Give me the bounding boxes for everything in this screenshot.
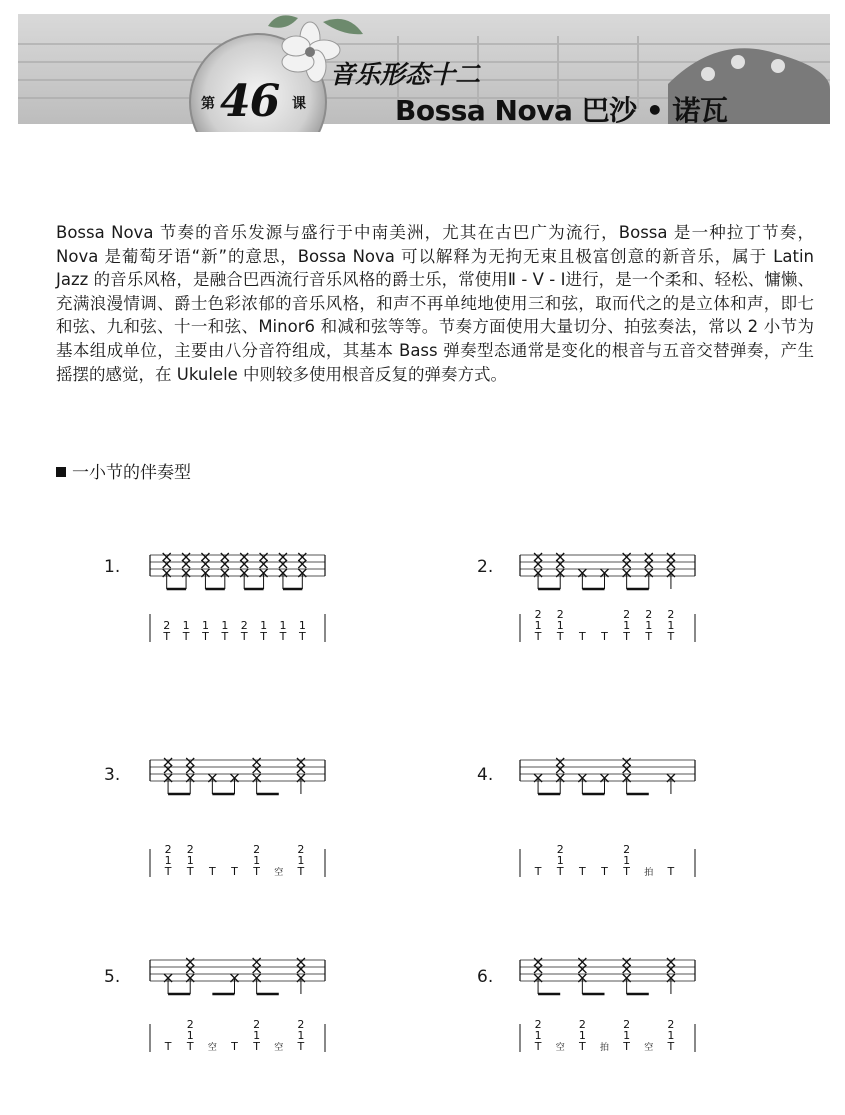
tab-symbol: 空	[274, 1043, 284, 1053]
tab-symbol: T	[253, 865, 261, 878]
tab-symbol: 2	[556, 843, 564, 856]
pattern-number: 3.	[104, 765, 121, 785]
x-notehead	[645, 553, 653, 561]
tab-symbol: T	[623, 865, 631, 878]
pattern-5	[145, 950, 335, 1070]
lesson-prefix: 第	[201, 96, 215, 112]
tab-symbol: 空	[207, 1043, 217, 1053]
x-notehead	[556, 758, 564, 766]
tab-symbol: T	[164, 865, 172, 878]
x-notehead	[556, 553, 564, 561]
x-notehead	[623, 553, 631, 561]
tab-symbol: 1	[182, 619, 190, 632]
tab-symbol: 1	[667, 1029, 675, 1042]
x-notehead	[182, 553, 190, 561]
x-notehead	[201, 553, 209, 561]
x-notehead	[297, 965, 305, 973]
x-notehead	[260, 553, 268, 561]
x-notehead	[164, 765, 172, 773]
tab-symbol: 1	[667, 619, 675, 632]
tab-symbol: T	[645, 630, 653, 643]
x-notehead	[623, 758, 631, 766]
tab-symbol: T	[253, 1040, 261, 1053]
tab-symbol: 1	[556, 854, 564, 867]
tab-symbol: T	[186, 865, 194, 878]
x-notehead	[164, 758, 172, 766]
x-notehead	[221, 553, 229, 561]
tab-symbol: 2	[534, 1018, 542, 1031]
tab-symbol: T	[221, 630, 229, 643]
tab-symbol: 2	[253, 1018, 261, 1031]
tab-symbol: T	[534, 630, 542, 643]
tab-symbol: T	[163, 630, 171, 643]
tab-symbol: 拍	[644, 868, 654, 878]
tab-symbol: T	[534, 1040, 542, 1053]
tab-symbol: 1	[578, 1029, 586, 1042]
pattern-number: 4.	[477, 765, 494, 785]
x-notehead	[578, 965, 586, 973]
x-notehead	[534, 958, 542, 966]
tab-symbol: 2	[186, 1018, 194, 1031]
tab-symbol: 2	[667, 1018, 675, 1031]
tab-symbol: T	[578, 1040, 586, 1053]
tab-symbol: 2	[297, 1018, 305, 1031]
tab-symbol: T	[208, 865, 216, 878]
x-notehead	[534, 965, 542, 973]
x-notehead	[253, 758, 261, 766]
tab-symbol: 1	[556, 619, 564, 632]
tab-symbol: T	[667, 1040, 675, 1053]
x-notehead	[279, 560, 287, 568]
tab-symbol: 1	[645, 619, 653, 632]
tab-symbol: T	[601, 865, 608, 878]
x-notehead	[297, 758, 305, 766]
lesson-title-line2: Bossa Nova 巴沙 • 诺瓦	[395, 94, 728, 127]
tab-symbol: T	[202, 630, 209, 643]
tab-symbol: 1	[623, 1029, 631, 1042]
x-notehead	[297, 765, 305, 773]
x-notehead	[182, 560, 190, 568]
tab-symbol: 空	[644, 1043, 654, 1053]
x-notehead	[667, 553, 675, 561]
tab-symbol: T	[667, 630, 675, 643]
x-notehead	[578, 958, 586, 966]
x-notehead	[667, 560, 675, 568]
tab-symbol: T	[182, 630, 190, 643]
x-notehead	[667, 965, 675, 973]
x-notehead	[260, 560, 268, 568]
x-notehead	[186, 965, 194, 973]
tab-symbol: 1	[253, 854, 261, 867]
x-notehead	[253, 965, 261, 973]
tab-symbol: 2	[578, 1018, 586, 1031]
tab-symbol: T	[240, 630, 248, 643]
tab-symbol: T	[601, 630, 608, 643]
x-notehead	[186, 765, 194, 773]
tab-symbol: 2	[623, 1018, 631, 1031]
tab-symbol: 2	[297, 843, 305, 856]
tab-symbol: 2	[667, 608, 675, 621]
tab-symbol: T	[534, 865, 542, 878]
x-notehead	[298, 553, 306, 561]
x-notehead	[667, 958, 675, 966]
tab-symbol: 1	[186, 854, 194, 867]
pattern-1	[145, 545, 335, 665]
x-notehead	[298, 560, 306, 568]
x-notehead	[534, 560, 542, 568]
tab-symbol: 1	[623, 854, 631, 867]
tab-symbol: T	[231, 1040, 238, 1053]
tab-symbol: 2	[186, 843, 194, 856]
tab-symbol: 空	[555, 1043, 565, 1053]
x-notehead	[253, 765, 261, 773]
x-notehead	[201, 560, 209, 568]
tab-symbol: 2	[623, 843, 631, 856]
tab-symbol: 1	[279, 619, 287, 632]
x-notehead	[279, 553, 287, 561]
tab-symbol: 1	[297, 854, 305, 867]
tab-symbol: 1	[201, 619, 209, 632]
intro-paragraph: Bossa Nova 节奏的音乐发源与盛行于中南美洲，尤其在古巴广为流行，Bossa 是一种拉丁节奏，Nova 是葡萄牙语“新”的意思，Bossa Nova 可以解释为无拘无束且极富创意的新音乐，属于 Latin Jazz 的音乐风格，是融合巴西流行音乐风格的爵士乐，常使用Ⅱ - Ⅴ - Ⅰ进行，是一个柔和、轻松、慵懒、充满浪漫情调、爵士色彩浓郁的音乐风格，和声不再单纯地使用三和弦，取而代之的是立体和声，即七和弦、九和弦、十一和弦、Minor6 和减和弦等等。节奏方面使用大量切分、拍弦奏法，常以 2 小节为基本组成单位，主要由八分音符组成，其基本 Bass 弹奏型态通常是变化的根音与五音交替弹奏，产生摇摆的感觉，在 Ukulele 中则较多使用根音反复的弹奏方式。	[56, 223, 814, 384]
x-notehead	[253, 958, 261, 966]
tab-symbol: 拍	[599, 1043, 610, 1053]
tab-symbol: 2	[163, 619, 171, 632]
tab-symbol: T	[667, 865, 675, 878]
tab-symbol: T	[164, 1040, 172, 1053]
x-notehead	[297, 958, 305, 966]
lesson-number: 46	[220, 76, 280, 127]
tab-symbol: 2	[645, 608, 653, 621]
x-notehead	[163, 553, 171, 561]
x-notehead	[240, 553, 248, 561]
tab-symbol: T	[298, 630, 306, 643]
tab-symbol: 空	[274, 868, 284, 878]
x-notehead	[221, 560, 229, 568]
tab-symbol: 2	[164, 843, 172, 856]
square-bullet-icon	[56, 467, 66, 477]
tab-symbol: 1	[623, 619, 631, 632]
x-notehead	[556, 765, 564, 773]
section-title	[56, 458, 191, 483]
tab-symbol: 1	[298, 619, 306, 632]
tab-symbol: 1	[221, 619, 229, 632]
pattern-2	[515, 545, 705, 665]
tab-symbol: 1	[164, 854, 172, 867]
tab-symbol: T	[186, 1040, 194, 1053]
tab-symbol: T	[297, 1040, 305, 1053]
x-notehead	[186, 758, 194, 766]
tab-symbol: 1	[186, 1029, 194, 1042]
x-notehead	[556, 560, 564, 568]
tab-symbol: T	[623, 1040, 631, 1053]
x-notehead	[623, 765, 631, 773]
lesson-title-line1: 音乐形态十二	[330, 60, 481, 89]
tab-symbol: 2	[623, 608, 631, 621]
tab-symbol: 1	[297, 1029, 305, 1042]
tab-symbol: T	[623, 630, 631, 643]
pattern-6	[515, 950, 705, 1070]
x-notehead	[534, 553, 542, 561]
tab-symbol: T	[260, 630, 267, 643]
tab-symbol: T	[578, 865, 586, 878]
pattern-number: 1.	[104, 557, 121, 577]
tab-symbol: 1	[260, 619, 268, 632]
x-notehead	[623, 560, 631, 568]
pattern-number: 2.	[477, 557, 494, 577]
lesson-suffix: 课	[292, 96, 306, 112]
tab-symbol: 1	[253, 1029, 261, 1042]
x-notehead	[186, 958, 194, 966]
tab-symbol: 1	[534, 1029, 542, 1042]
tab-symbol: 1	[534, 619, 542, 632]
pattern-4	[515, 750, 705, 890]
tab-symbol: 2	[556, 608, 564, 621]
tab-symbol: T	[556, 865, 564, 878]
tab-symbol: T	[297, 865, 305, 878]
pattern-number: 6.	[477, 967, 494, 987]
tab-symbol: 2	[240, 619, 248, 632]
tab-symbol: T	[556, 630, 564, 643]
x-notehead	[623, 958, 631, 966]
x-notehead	[240, 560, 248, 568]
tab-symbol: 2	[534, 608, 542, 621]
tab-symbol: 2	[253, 843, 261, 856]
x-notehead	[163, 560, 171, 568]
pattern-number: 5.	[104, 967, 121, 987]
pattern-3	[145, 750, 335, 890]
tab-symbol: T	[231, 865, 238, 878]
section-title-text: 一小节的伴奏型	[72, 463, 191, 483]
x-notehead	[645, 560, 653, 568]
tab-symbol: T	[578, 630, 586, 643]
tab-symbol: T	[279, 630, 287, 643]
x-notehead	[623, 965, 631, 973]
